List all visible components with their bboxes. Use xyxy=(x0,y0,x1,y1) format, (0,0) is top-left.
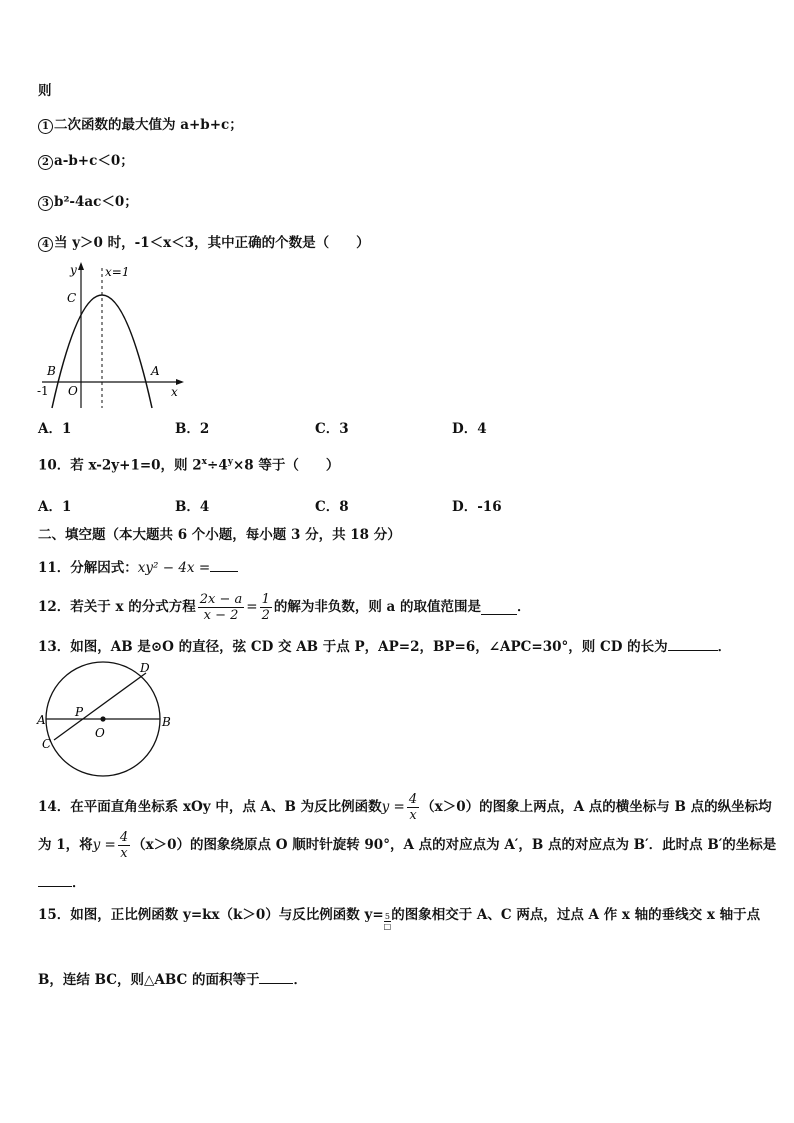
q14-end: ． xyxy=(72,875,86,891)
statement-2 xyxy=(38,152,134,170)
q11-prefix: 11．分解因式： xyxy=(38,560,138,576)
statement-text: 当 y＞0 时，-1＜x＜3，其中正确的个数是（ ） xyxy=(54,235,370,251)
point-c-label: C xyxy=(42,737,52,751)
fraction-numerator: 2x − a xyxy=(199,591,243,607)
statement-text: b²-4ac＜0； xyxy=(54,194,138,210)
fraction xyxy=(260,592,272,623)
point-b-label: B xyxy=(162,715,171,729)
q10-exp-1: x xyxy=(201,457,208,467)
answer-blank xyxy=(668,636,718,651)
option-c: C．8 xyxy=(315,499,349,515)
point-b-label: B xyxy=(47,364,56,378)
q13-text: 13．如图，AB 是⊙O 的直径，弦 CD 交 AB 于点 P，AP=2，BP=6，∠APC=30°，则 CD 的长为 xyxy=(38,639,668,655)
fraction-numerator: 4 xyxy=(119,829,129,845)
fraction-numerator: 5 xyxy=(384,912,390,921)
fraction-denominator: x − 2 xyxy=(203,607,239,623)
point-o-label: O xyxy=(95,726,105,740)
question-12 xyxy=(38,590,531,624)
fraction-denominator: □ xyxy=(383,922,392,931)
answer-blank xyxy=(38,872,72,887)
fraction-numerator: 4 xyxy=(408,791,418,807)
circled-number: 2 xyxy=(38,155,53,170)
fraction xyxy=(407,792,419,823)
q15-end: ． xyxy=(293,972,307,988)
point-a-label: A xyxy=(37,713,46,727)
question-10 xyxy=(38,453,339,475)
circled-number: 3 xyxy=(38,196,53,211)
circle-figure xyxy=(34,658,184,780)
q15-line2-text: B，连结 BC，则△ABC 的面积等于 xyxy=(38,972,260,988)
option-d: D．4 xyxy=(452,421,487,437)
q12-end: ． xyxy=(517,599,531,615)
point-c-label: C xyxy=(67,291,77,305)
circled-number: 1 xyxy=(38,119,53,134)
circled-number: 4 xyxy=(38,237,53,252)
center-point xyxy=(100,716,105,721)
parabola-graph xyxy=(34,258,194,410)
fraction xyxy=(198,592,245,623)
statement-3 xyxy=(38,193,138,211)
answer-blank xyxy=(210,557,238,572)
q14-suffix: （x＞0）的图象上两点，A 点的横坐标与 B 点的纵坐标均 xyxy=(421,799,772,815)
q15-text: 15．如图，正比例函数 y=kx（k＞0）与反比例函数 y= xyxy=(38,907,384,923)
q14-line2-prefix: 为 1，将 xyxy=(38,837,93,853)
fraction xyxy=(118,830,130,861)
y-label: y xyxy=(70,263,77,277)
q15-suffix: 的图象相交于 A、C 两点，过点 A 作 x 轴的垂线交 x 轴于点 xyxy=(391,907,761,923)
y-axis-arrow xyxy=(78,262,84,270)
statement-1 xyxy=(38,116,243,134)
q14-prefix: 14．在平面直角坐标系 xOy 中，点 A、B 为反比例函数 xyxy=(38,799,382,815)
answer-blank xyxy=(481,600,517,615)
answer-blank xyxy=(259,969,293,984)
question-13 xyxy=(38,636,731,656)
question-14-line-3 xyxy=(38,872,86,892)
fraction-numerator: 1 xyxy=(261,591,270,607)
option-a: A．1 xyxy=(38,499,72,515)
y-equals: y = xyxy=(381,799,405,815)
q10-text: 10．若 x-2y+1=0，则 2 xyxy=(38,457,202,474)
q11-expression: xy² − 4x = xyxy=(137,560,211,576)
question-11 xyxy=(38,557,238,577)
q10-mid: ÷4 xyxy=(207,457,228,474)
question-15-line-1 xyxy=(38,906,760,931)
option-b: B．2 xyxy=(175,421,210,437)
section-title: 二、填空题（本大题共 6 个小题，每小题 3 分，共 18 分） xyxy=(38,527,401,543)
question-14-line-2 xyxy=(38,826,776,864)
continuation-word: 则 xyxy=(38,83,52,99)
q14-line2-suffix: （x＞0）的图象绕原点 O 顺时针旋转 90°，A 点的对应点为 A′，B 点的对应点为 B′．此时点 B′的坐标是 xyxy=(132,837,777,853)
statement-4 xyxy=(38,234,370,252)
equals-sign: = xyxy=(246,599,258,615)
point-a-label: A xyxy=(151,364,160,378)
q10-tail: ×8 等于（ ） xyxy=(232,457,340,474)
q12-prefix: 12．若关于 x 的分式方程 xyxy=(38,599,196,615)
q10-exp-2: y xyxy=(227,457,233,467)
point-p-label: P xyxy=(75,705,84,719)
fraction-denominator: x xyxy=(409,807,417,823)
option-a: A．1 xyxy=(38,421,72,437)
y-equals: y = xyxy=(92,837,116,853)
q12-suffix: 的解为非负数，则 a 的取值范围是 xyxy=(273,599,482,615)
fraction-denominator: x xyxy=(120,845,128,861)
statement-text: a-b+c＜0； xyxy=(54,153,134,169)
origin-label: O xyxy=(68,384,78,398)
fraction-denominator: 2 xyxy=(261,607,270,623)
question-14-line-1 xyxy=(38,788,772,826)
option-d: D．-16 xyxy=(452,499,502,515)
q13-end: ． xyxy=(717,639,732,655)
statement-text: 二次函数的最大值为 a+b+c； xyxy=(54,117,243,133)
point-d-label: D xyxy=(140,661,150,675)
neg-one-label: -1 xyxy=(37,384,49,398)
x-label: x xyxy=(171,385,178,399)
small-fraction xyxy=(384,912,392,931)
question-15-line-2 xyxy=(38,969,307,989)
axis-line-label: x=1 xyxy=(105,265,130,279)
option-c: C．3 xyxy=(315,421,349,437)
option-b: B．4 xyxy=(175,499,210,515)
